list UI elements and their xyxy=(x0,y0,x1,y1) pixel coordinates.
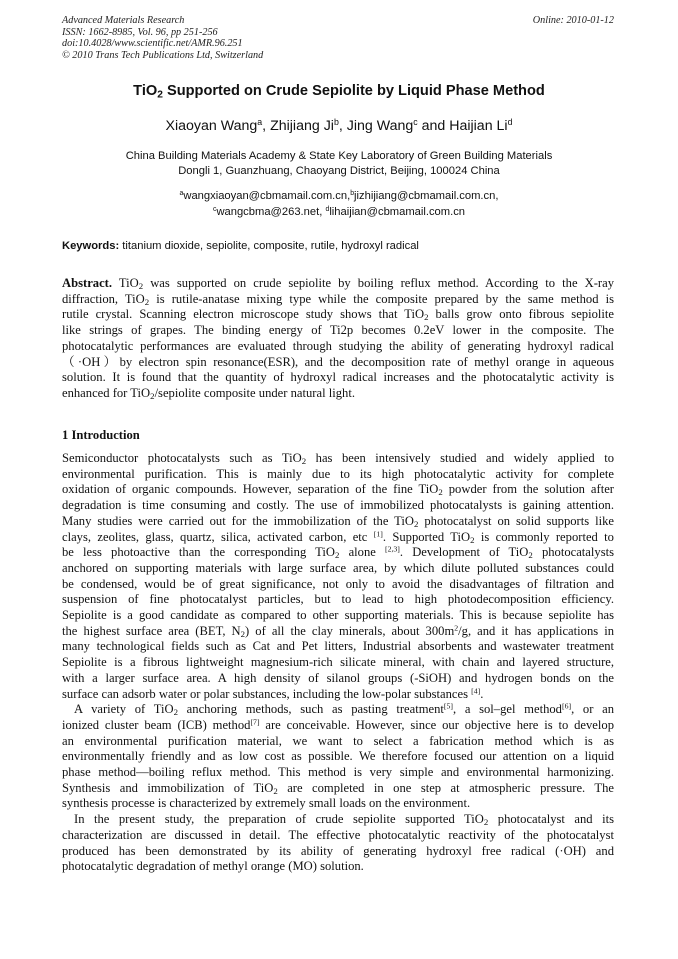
text-run: Sepiolite is a fibrous lightweight magnesium-rich silicate mineral, with chain and layered structure, xyxy=(62,655,614,670)
affiliation-line-1: China Building Materials Academy & State Key Laboratory of Green Building Materials xyxy=(125,150,553,162)
abstract-line xyxy=(62,355,614,371)
email-line-2 xyxy=(40,205,638,221)
text-run: be less photoactive than the corresponding TiO xyxy=(62,545,336,560)
subscript: 2 xyxy=(240,628,246,639)
text-run: are completed in one step at atmospheric pressure. The xyxy=(277,780,615,795)
abstract-text xyxy=(62,276,614,402)
text-run: balls grow onto fibrous sepiolite xyxy=(428,307,614,322)
introduction-text xyxy=(62,451,614,875)
subscript: 2 xyxy=(173,707,178,718)
intro-line xyxy=(62,734,614,750)
subscript: 2 xyxy=(424,312,429,323)
text-run: Sepiolite is a good candidate as compared to other supporting materials. This is because sepiolite has xyxy=(62,608,614,623)
text-run: was supported on crude sepiolite by boiling reflux method. According to the X-ray xyxy=(143,276,614,290)
subscript: 2 xyxy=(301,456,307,467)
subscript: 2 xyxy=(138,281,144,292)
subscript: 2 xyxy=(335,550,340,561)
section-heading: 1 Introduction xyxy=(62,428,140,442)
intro-line xyxy=(62,655,614,671)
abstract-line xyxy=(62,276,614,292)
text-run: Synthesis and immobilization of TiO xyxy=(62,780,274,795)
intro-line xyxy=(62,482,614,498)
text-run: TiO xyxy=(112,276,139,290)
text-run: photocatalyst and its xyxy=(488,812,614,827)
text-run: /sepiolite composite under natural light. xyxy=(154,385,355,400)
intro-line xyxy=(62,765,614,781)
text-run: . xyxy=(480,686,484,701)
intro-line xyxy=(62,639,614,655)
intro-line xyxy=(62,781,614,797)
title-subscript: 2 xyxy=(157,89,163,101)
subscript: 2 xyxy=(144,296,150,307)
text-run: photocatalysts xyxy=(532,545,614,560)
text-run: characterization are discussed in detail. The effective photocatalytic reactivity of the photocatalyst xyxy=(62,827,614,842)
text-run: /g, and it has applications in xyxy=(458,623,614,638)
text-run: , a sol–gel method xyxy=(452,702,562,717)
superscript: 2 xyxy=(454,623,459,633)
intro-line xyxy=(62,718,614,734)
text-run: anchored on supporting materials with large surface area, by which dilute polluted substances could xyxy=(62,560,614,575)
email-line-1 xyxy=(40,189,638,205)
subscript: 2 xyxy=(483,817,489,828)
author-mark: d xyxy=(507,117,513,128)
text-run: ionized cluster beam (ICB) method xyxy=(62,717,251,732)
text-run: clays, zeolites, glass, quartz, silica, activated carbon, etc xyxy=(62,529,374,544)
author-list xyxy=(40,116,638,136)
abstract-line xyxy=(62,370,614,386)
subscript: 2 xyxy=(150,391,155,402)
author-separator: , xyxy=(338,118,347,134)
email-mark: c xyxy=(212,205,217,213)
text-run: A variety of TiO xyxy=(74,702,174,717)
intro-line xyxy=(62,498,614,514)
text-run: anchoring methods, such as pasting treatment xyxy=(177,702,444,717)
text-run: produced has been demonstrated by its ability of generating hydroxyl free radical (·OH) and xyxy=(62,843,614,858)
intro-line xyxy=(62,624,614,640)
title-post: Supported on Crude Sepiolite by Liquid Phase Method xyxy=(162,83,545,99)
text-run: has been intensively studied and widely applied to xyxy=(306,451,614,465)
text-run: environmentally friendly and as low cost as possible. We therefore focused our attention on a liquid xyxy=(62,749,614,764)
intro-line xyxy=(62,796,614,812)
email-d[interactable]: lihaijian@cbmamail.com.cn xyxy=(329,205,466,218)
text-run: powder from the solution after xyxy=(442,482,615,497)
email-b[interactable]: jizhijiang@cbmamail.com.cn, xyxy=(354,190,499,202)
text-run: like strings of grapes. The binding energy of Ti2p becomes 0.2eV lower in the composite. The xyxy=(62,323,614,338)
journal-doi: doi:10.4028/www.scientific.net/AMR.96.251 xyxy=(62,38,243,50)
text-run: Semiconductor photocatalysts such as TiO xyxy=(62,451,302,465)
abstract-line xyxy=(62,386,614,402)
text-run: rutile crystal. Scanning electron microscope study shows that TiO xyxy=(62,307,425,322)
email-mark: d xyxy=(325,205,330,213)
subscript: 2 xyxy=(528,550,533,561)
intro-line xyxy=(62,687,614,703)
title-pre: TiO xyxy=(133,83,158,99)
email-a[interactable]: wangxiaoyan@cbmamail.com.cn, xyxy=(183,190,351,202)
superscript: [6] xyxy=(561,701,572,711)
text-run: solution. It is found that the quantity of hydroxyl radical increases and the photocatalytic activity is xyxy=(62,370,614,385)
intro-line xyxy=(62,561,614,577)
email-mark: b xyxy=(350,190,355,198)
subscript: 2 xyxy=(413,519,419,530)
author-mark: a xyxy=(257,117,263,128)
subscript: 2 xyxy=(273,785,278,796)
keywords-label: Keywords: xyxy=(62,240,120,252)
superscript: [5] xyxy=(443,701,453,711)
superscript: [7] xyxy=(250,717,260,727)
intro-line xyxy=(62,577,614,593)
author-separator: , xyxy=(262,118,271,134)
abstract-line xyxy=(62,339,614,355)
text-run: enhanced for TiO xyxy=(62,385,151,400)
abstract-line xyxy=(62,323,614,339)
journal-name: Advanced Materials Research xyxy=(62,15,185,26)
subscript: 2 xyxy=(470,534,475,545)
intro-line xyxy=(62,545,614,561)
intro-line xyxy=(62,844,614,860)
abstract-line xyxy=(62,292,614,308)
text-run: synthesis processe is characterized by extremely small loads on the environment. xyxy=(62,796,471,811)
text-run: oxidation of organic compounds. However, separation of the fine TiO xyxy=(62,482,439,497)
text-run: many technological fields such as Cat and Pet litters, Industrial absorbents and wastewater treatment xyxy=(62,639,614,654)
paper-title xyxy=(40,82,638,100)
author-emails xyxy=(40,189,638,220)
intro-line xyxy=(62,828,614,844)
intro-line xyxy=(62,859,614,875)
text-run: photocatalytic performances are evaluated through studying the ability of generating hydroxyl radical xyxy=(62,338,614,353)
superscript: [2,3] xyxy=(384,544,400,554)
text-run: is commonly reported to xyxy=(474,529,614,544)
intro-line xyxy=(62,530,614,546)
text-run: environmental purification. This is mainly due to its high photocatalytic activity for complete xyxy=(62,466,614,481)
text-run: photocatalytic degradation of methyl orange (MO) solution. xyxy=(62,859,364,874)
email-c[interactable]: wangcbma@263.net, xyxy=(216,205,323,218)
superscript: [4] xyxy=(471,686,481,696)
text-run: is rutile-anatase mixing type while the composite prepared by the same method is xyxy=(149,291,614,306)
text-run: be condensed, would be of great significance, not only to avoid the disadvantages of filtration and xyxy=(62,576,614,591)
keywords xyxy=(62,239,614,253)
text-run: with a larger surface area. A high density of silanol groups (-SiOH) and hydrogen bonds on the xyxy=(62,670,614,685)
text-run: diffraction, TiO xyxy=(62,291,145,306)
intro-line xyxy=(62,514,614,530)
text-run: Many studies were carried out for the immobilization of the TiO xyxy=(62,513,414,528)
text-run: suspension of fine photocatalyst particles, but to lead to high photodecomposition efficiency. xyxy=(62,592,614,607)
text-run: the highest surface area (BET, N xyxy=(62,623,241,638)
subscript: 2 xyxy=(438,487,443,498)
text-run: （·OH）by electron spin resonance(ESR), and the decomposition rate of methyl orange in aqueous xyxy=(62,354,614,369)
text-run: alone xyxy=(339,545,385,560)
affiliation xyxy=(40,149,638,178)
author-name: Xiaoyan Wang xyxy=(165,118,258,134)
intro-line xyxy=(62,608,614,624)
superscript: [1] xyxy=(373,529,383,539)
journal-copyright: © 2010 Trans Tech Publications Ltd, Switzerland xyxy=(62,49,264,61)
intro-line xyxy=(62,812,614,828)
author-name: Jing Wang xyxy=(346,118,414,134)
intro-line xyxy=(62,451,614,467)
intro-line xyxy=(62,749,614,765)
email-mark: a xyxy=(179,190,184,198)
author-separator: and xyxy=(417,118,450,134)
text-run: degradation is time consuming and costly. The use of immobilized photocatalysts is gaining attention. xyxy=(62,498,614,513)
text-run: photocatalyst on solid supports like xyxy=(418,513,614,528)
text-run: . Development of TiO xyxy=(399,545,529,560)
abstract-label: Abstract. xyxy=(62,276,113,290)
intro-line xyxy=(62,671,614,687)
text-run: surface can adsorb water or polar substances, including the low-polar substances xyxy=(62,686,472,701)
text-run: are conceivable. However, since our objective here is to develop xyxy=(259,717,614,732)
author-name: Zhijiang Ji xyxy=(270,118,334,134)
abstract xyxy=(62,276,614,402)
text-run: . Supported TiO xyxy=(382,529,471,544)
journal-issn: ISSN: 1662-8985, Vol. 96, pp 251-256 xyxy=(62,26,218,38)
text-run: , or an xyxy=(571,702,614,717)
author-name: Haijian Li xyxy=(449,118,508,134)
text-run: phase method—boiling reflux method. This method is very simple and environmental harmonizing. xyxy=(62,765,614,780)
text-run: ) of all the clay minerals, about 300m xyxy=(245,623,455,638)
intro-line xyxy=(62,467,614,483)
affiliation-line-2: Dongli 1, Guanzhuang, Chaoyang District, Beijing, 100024 China xyxy=(178,164,500,177)
intro-line xyxy=(62,592,614,608)
online-date: Online: 2010-01-12 xyxy=(532,15,614,26)
text-run: an environmental purification material, we want to select a fabrication method which is as xyxy=(62,733,614,748)
abstract-line xyxy=(62,307,614,323)
author-mark: b xyxy=(333,117,339,128)
author-mark: c xyxy=(413,117,418,128)
intro-line xyxy=(62,702,614,718)
text-run: In the present study, the preparation of crude sepiolite supported TiO xyxy=(74,812,484,827)
keywords-text: titanium dioxide, sepiolite, composite, rutile, hydroxyl radical xyxy=(119,240,419,252)
journal-header xyxy=(62,15,263,61)
